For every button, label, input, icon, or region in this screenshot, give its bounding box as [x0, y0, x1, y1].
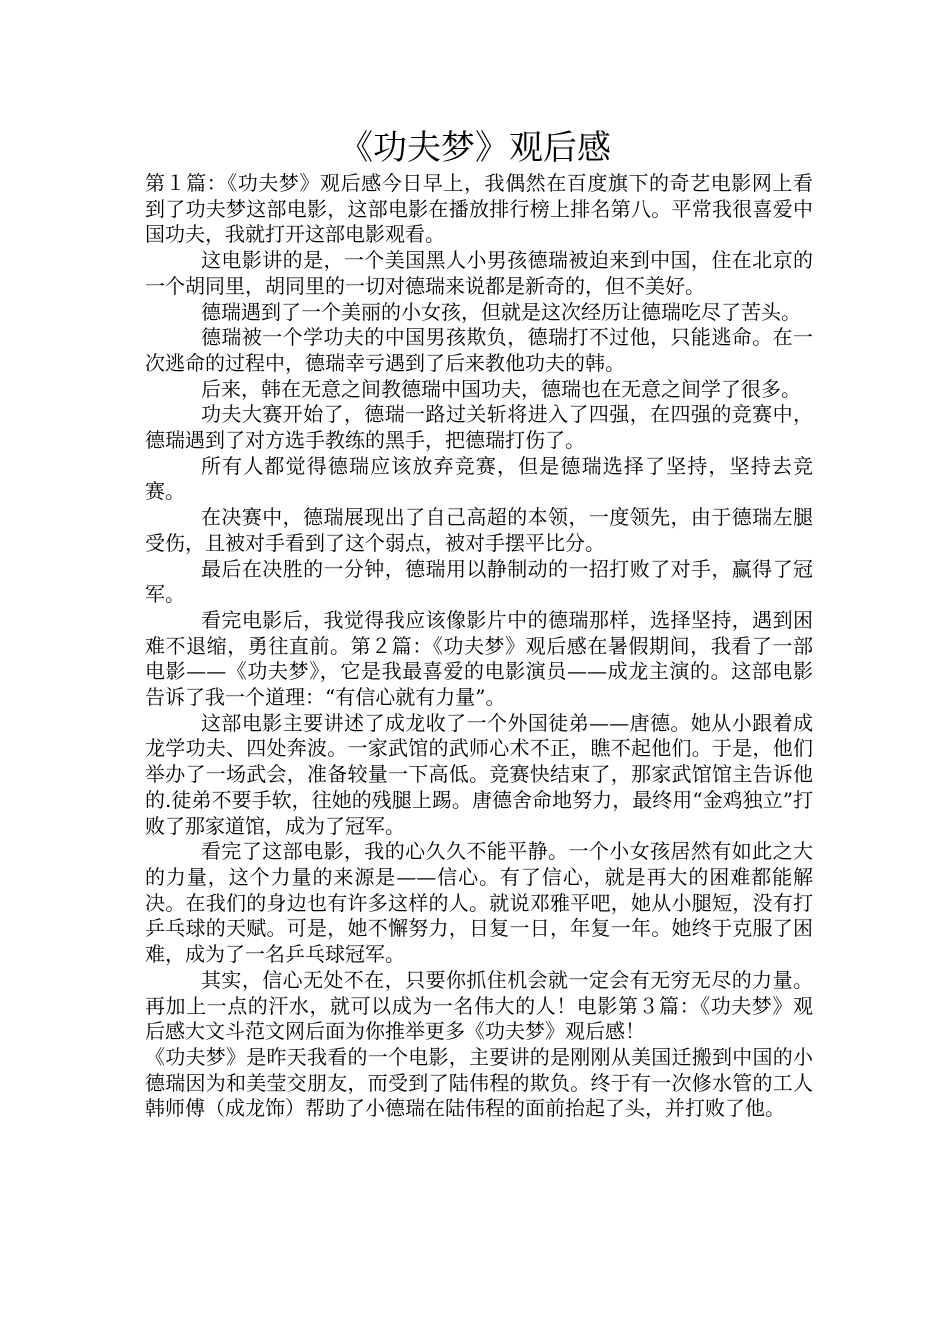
paragraph: 第１篇：《功夫梦》观后感今日早上，我偶然在百度旗下的奇艺电影网上看到了功夫梦这部电影，这部电影在播放排行榜上排名第八。平常我很喜爱中国功夫，我就打开这部电影观看。	[145, 171, 813, 247]
paragraph: 最后在决胜的一分钟，德瑞用以静制动的一招打败了对手，赢得了冠军。	[145, 556, 813, 607]
paragraph: 所有人都觉得德瑞应该放弃竞赛，但是德瑞选择了坚持，坚持去竞赛。	[145, 453, 813, 504]
paragraph: 看完电影后，我觉得我应该像影片中的德瑞那样，选择坚持，遇到困难不退缩，勇往直前。第２篇：《功夫梦》观后感在暑假期间，我看了一部电影——《功夫梦》，它是我最喜爱的电影演员——成龙主演的。这部电影告诉了我一个道理：“有信心就有力量”。	[145, 607, 813, 710]
paragraph: 功夫大赛开始了，德瑞一路过关斩将进入了四强，在四强的竞赛中，德瑞遇到了对方选手教练的黑手，把德瑞打伤了。	[145, 402, 813, 453]
paragraph: 德瑞遇到了一个美丽的小女孩，但就是这次经历让德瑞吃尽了苦头。	[201, 299, 801, 324]
paragraph: 其实，信心无处不在，只要你抓住机会就一定会有无穷无尽的力量。再加上一点的汗水，就可以成为一名伟大的人！电影第３篇：《功夫梦》观后感大文斗范文网后面为你推举更多《功夫梦》观后感！	[145, 967, 813, 1044]
paragraph: 《功夫梦》是昨天我看的一个电影，主要讲的是刚刚从美国迁搬到中国的小德瑞因为和美莹交朋友，而受到了陆伟程的欺负。终于有一次修水管的工人韩师傅（成龙饰）帮助了小德瑞在陆伟程的面前抬起了头，并打败了他。	[145, 1044, 813, 1121]
paragraph: 这部电影主要讲述了成龙收了一个外国徒弟——唐德。她从小跟着成龙学功夫、四处奔波。一家武馆的武师心术不正，瞧不起他们。于是，他们举办了一场武会，准备较量一下高低。竞赛快结束了，那家武馆馆主告诉他的.徒弟不要手软，往她的残腿上踢。唐德舍命地努力，最终用“金鸡独立”打败了那家道馆，成为了冠军。	[145, 710, 813, 838]
paragraph: 这电影讲的是，一个美国黑人小男孩德瑞被迫来到中国，住在北京的一个胡同里，胡同里的一切对德瑞来说都是新奇的，但不美好。	[145, 248, 813, 298]
document-title: 《功夫梦》观后感	[339, 128, 611, 168]
paragraph: 看完了这部电影，我的心久久不能平静。一个小女孩居然有如此之大的力量，这个力量的来源是——信心。有了信心，就是再大的困难都能解决。在我们的身边也有许多这样的人。就说邓雅平吧，她从小腿短，没有打乒乓球的天赋。可是，她不懈努力，日复一日，年复一年。她终于克服了困难，成为了一名乒乓球冠军。	[145, 839, 813, 967]
paragraph: 后来，韩在无意之间教德瑞中国功夫，德瑞也在无意之间学了很多。	[201, 376, 801, 401]
paragraph: 德瑞被一个学功夫的中国男孩欺负，德瑞打不过他，只能逃命。在一次逃命的过程中，德瑞幸亏遇到了后来教他功夫的韩。	[145, 325, 813, 375]
document-body	[145, 171, 813, 1122]
paragraph: 在决赛中，德瑞展现出了自己高超的本领，一度领先，由于德瑞左腿受伤，且被对手看到了这个弱点，被对手摆平比分。	[145, 505, 813, 555]
